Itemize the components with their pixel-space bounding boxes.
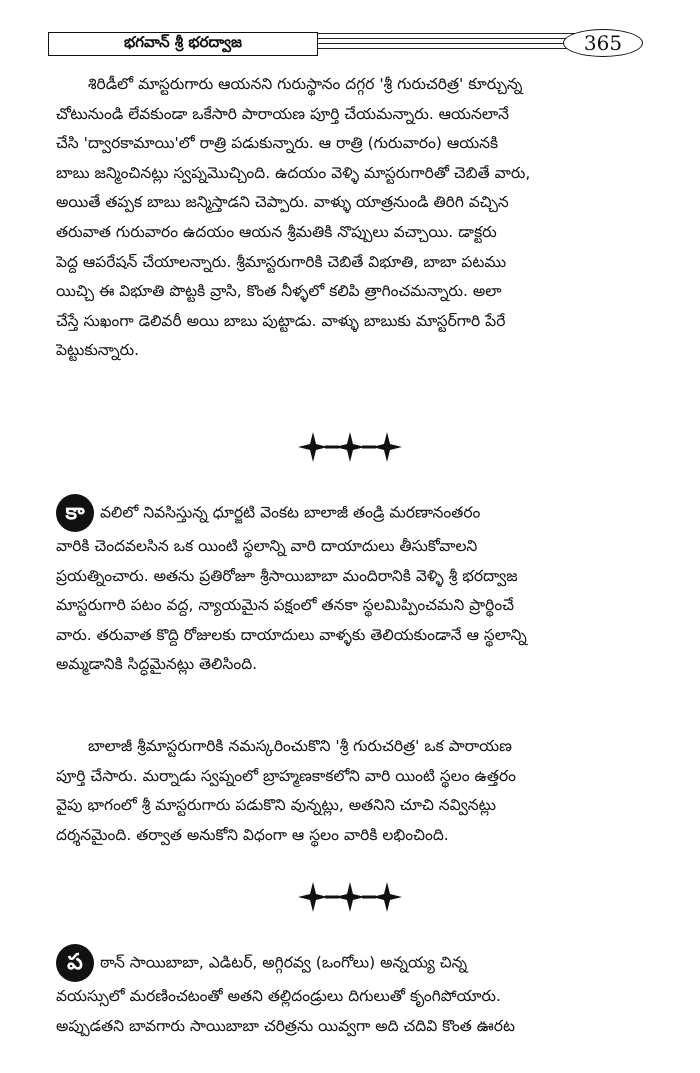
section-ornament [0, 880, 700, 914]
text-line: అప్పుడతని బావగారు సాయిబాబా చరిత్రను యివ్వగా అది చదివి కొంత ఊరట [56, 1016, 515, 1035]
text-line: అమ్మడానికి సిద్ధమైనట్లు తెలిసింది. [56, 655, 258, 674]
text-line [56, 944, 658, 982]
text-line: అయితే తప్పక బాబు జన్మిస్తాడని చెప్పారు. వాళ్ళు యాత్రనుండి తిరిగి వచ్చిన [56, 193, 509, 212]
four-star-ornament-icon [295, 880, 405, 914]
text-line: బాబు జన్మించినట్లు స్వప్నమొచ్చింది. ఉదయం వెళ్ళి మాస్టరుగారితో చెబితే వారు, [56, 163, 531, 182]
paragraph-1 [56, 70, 658, 366]
text-line: దర్శనమైంది. తర్వాత అనుకోని విధంగా ఆ స్థలం వారికి లభించింది. [56, 825, 449, 844]
text-line: చేసి 'ద్వారకామాయి'లో రాత్రి పడుకున్నారు. ఆ రాత్రి (గురువారం) ఆయనకి [56, 134, 499, 153]
paragraph-3 [56, 732, 658, 850]
paragraph-2 [56, 494, 658, 680]
text-line: పెట్టుకున్నారు. [56, 341, 140, 360]
text-line: యిచ్చి ఈ విభూతి పొట్టకి వ్రాసి, కొంత నీళ్ళలో కలిపి త్రాగించమన్నారు. అలా [56, 282, 502, 301]
text-line: వారు. తరువాత కొద్ది రోజులకు దాయాదులు వాళ్ళకు తెలియకుండానే ఆ స్థలాన్ని [56, 625, 527, 644]
text-line: వారికి చెందవలసిన ఒక యింటి స్థలాన్ని వారి దాయాదులు తీసుకోవాలని [56, 537, 478, 555]
paragraph-4 [56, 944, 658, 1041]
text-line: శిరిడీలో మాస్టరుగారు ఆయనని గురుస్థానం దగ్గర 'శ్రీ గురుచరిత్ర' కూర్చున్న [88, 75, 523, 93]
page-header [48, 29, 658, 61]
dropcap-letter: ప [56, 944, 94, 982]
text-line: ప్రయత్నించారు. అతను ప్రతిరోజూ శ్రీసాయిబాబా మందిరానికి వెళ్ళి శ్రీ భరద్వాజ [56, 566, 518, 585]
section-ornament [0, 430, 700, 464]
four-star-ornament-icon [295, 430, 405, 464]
text-line-content: వలిలో నివసిస్తున్న ధూర్జటి వెంకట బాలాజీ తండ్రి మరణానంతరం [100, 503, 481, 522]
text-line: చోటునుండి లేవకుండా ఒకేసారి పారాయణ పూర్తి చేయమన్నారు. ఆయనలానే [56, 104, 509, 123]
text-line: పూర్తి చేసారు. మర్నాడు స్వప్నంలో బ్రాహ్మణకాకలోని వారి యింటి స్థలం ఉత్తరం [56, 766, 517, 785]
page-number: 365 [563, 29, 643, 57]
text-line: బాలాజీ శ్రీమాస్టరుగారికి నమస్కరించుకొని 'శ్రీ గురుచరిత్ర' ఒక పారాయణ [88, 737, 512, 755]
text-line: తరువాత గురువారం ఉదయం ఆయన శ్రీమతికి నొప్పులు వచ్చాయి. డాక్టరు [56, 222, 497, 241]
text-line [56, 494, 658, 532]
text-line: చేస్తే సుఖంగా డెలివరీ అయి బాబు పుట్టాడు. వాళ్ళు బాబుకు మాస్టర్‌గారి పేరే [56, 311, 506, 330]
text-line-content: ఠాన్ సాయిబాబా, ఎడిటర్, అగ్గిరవ్వ (ఒంగోలు) అన్నయ్య చిన్న [100, 953, 468, 972]
text-line: మాస్టరుగారి పటం వద్ద, న్యాయమైన పక్షంలో తనకా స్థలమిప్పించమని ప్రార్థించే [56, 596, 514, 615]
book-title: భగవాన్ శ్రీ భరద్వాజ [48, 32, 318, 56]
text-line: వయస్సులో మరణించటంతో అతని తల్లిదండ్రులు దిగులుతో కృంగిపోయారు. [56, 987, 501, 1005]
text-line: వైపు భాగంలో శ్రీ మాస్టరుగారు పడుకొని వున్నట్లు, అతనిని చూచి నవ్వినట్లు [56, 796, 497, 815]
text-line: పెద్ద ఆపరేషన్ చేయాలన్నారు. శ్రీమాస్టరుగారికి చెబితే విభూతి, బాబా పటము [56, 252, 507, 271]
dropcap-letter: కా [56, 494, 94, 532]
